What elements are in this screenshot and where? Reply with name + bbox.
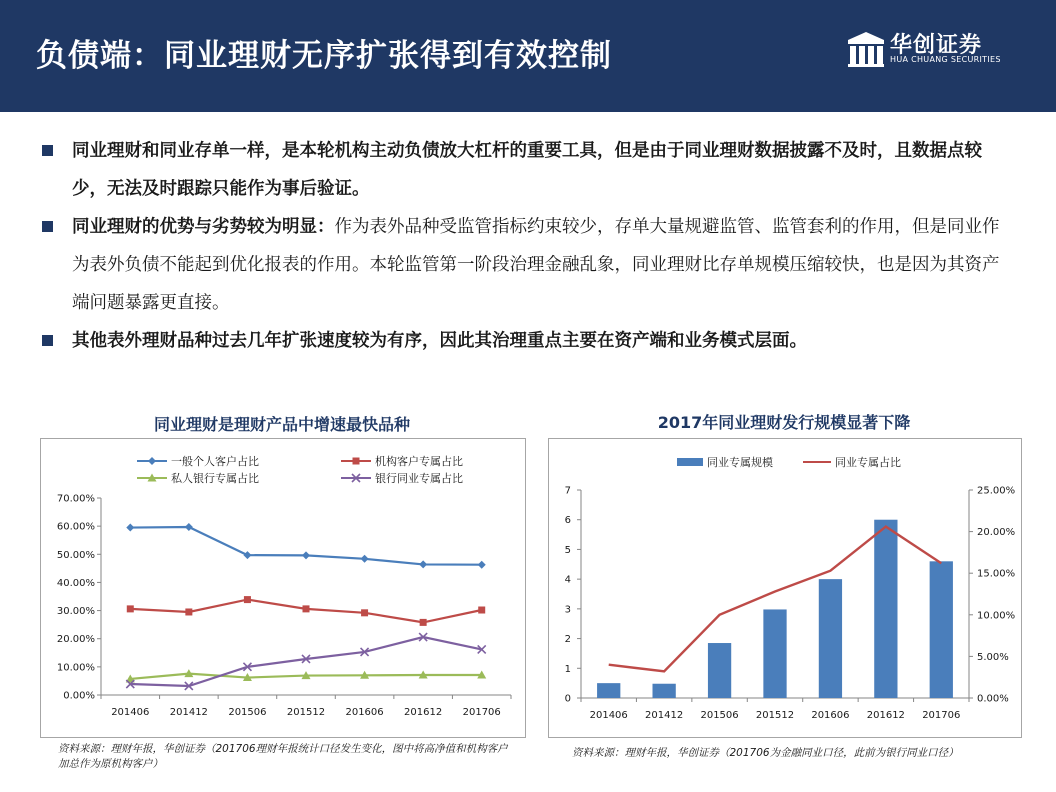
series-4 xyxy=(126,633,485,690)
data-point xyxy=(185,523,193,531)
y-tick-label: 30.00% xyxy=(56,606,95,618)
bullet-item-1 xyxy=(40,132,1016,208)
logo-mark-icon xyxy=(846,28,886,68)
legend-label: 机构客户专属占比 xyxy=(375,455,463,468)
bar xyxy=(763,609,786,698)
left-y-tick-label: 2 xyxy=(564,634,571,646)
right-y-tick-label: 25.00% xyxy=(977,485,1016,497)
data-point xyxy=(126,524,134,532)
legend-entry xyxy=(341,454,463,468)
x-tick-label: 201612 xyxy=(866,710,905,721)
bullet-square-icon xyxy=(42,145,53,156)
legend xyxy=(677,455,901,469)
series-3 xyxy=(126,669,486,682)
right-y-tick-label: 5.00% xyxy=(977,651,1009,663)
data-point xyxy=(478,561,486,569)
right-combo-chart xyxy=(549,439,1021,737)
x-tick-label: 201412 xyxy=(169,707,208,718)
legend-entry xyxy=(341,471,463,485)
right-chart-title: 2017年同业理财发行规模显著下降 xyxy=(657,413,911,432)
data-point xyxy=(185,608,192,615)
data-point xyxy=(243,551,251,559)
y-tick-label: 50.00% xyxy=(56,549,95,561)
bar xyxy=(597,683,620,698)
company-logo xyxy=(846,28,1016,72)
data-point xyxy=(244,596,251,603)
bar xyxy=(874,520,897,698)
data-point xyxy=(420,619,427,626)
legend-entry xyxy=(137,471,259,485)
y-tick-label: 10.00% xyxy=(56,662,95,674)
x-tick-label: 201406 xyxy=(111,707,150,718)
legend-label: 一般个人客户占比 xyxy=(171,455,259,468)
bullet-3-bold: 其他表外理财品种过去几年扩张速度较为有序，因此其治理重点主要在资产端和业务模式层面。 xyxy=(72,331,807,351)
left-chart-title: 同业理财是理财产品中增速最快品种 xyxy=(153,415,410,434)
left-source-note: 资料来源：理财年报，华创证券（201706理财年报统计口径发生变化，图中将高净值和机构客户加总作为原机构客户） xyxy=(58,743,508,770)
left-y-tick-label: 1 xyxy=(564,663,571,675)
right-source-note: 资料来源：理财年报，华创证券（201706为金融同业口径，此前为银行同业口径） xyxy=(572,747,959,759)
data-point xyxy=(361,555,369,563)
logo-chinese-text: 华创证券 xyxy=(890,33,983,58)
legend-label: 私人银行专属占比 xyxy=(171,472,259,485)
x-tick-label: 201512 xyxy=(286,707,326,718)
legend-label: 同业专属规模 xyxy=(707,456,773,469)
legend-marker xyxy=(353,458,360,465)
bar xyxy=(708,643,731,698)
bullet-item-3 xyxy=(40,322,1016,360)
x-tick-label: 201706 xyxy=(922,710,961,721)
data-point xyxy=(303,605,310,612)
series-1 xyxy=(126,523,485,569)
bar xyxy=(653,684,676,698)
logo-english-text: HUA CHUANG SECURITIES xyxy=(890,55,1001,64)
legend-label: 同业专属占比 xyxy=(835,456,901,469)
bullet-square-icon xyxy=(42,221,53,232)
y-tick-label: 40.00% xyxy=(56,577,95,589)
left-y-tick-label: 3 xyxy=(564,604,571,616)
legend-label: 银行同业专属占比 xyxy=(375,472,463,485)
right-y-tick-label: 10.00% xyxy=(977,610,1016,622)
left-chart-panel xyxy=(40,438,526,738)
x-tick-label: 201412 xyxy=(645,710,684,721)
data-point xyxy=(361,609,368,616)
x-tick-label: 201506 xyxy=(228,707,267,718)
x-tick-label: 201606 xyxy=(811,710,850,721)
x-tick-label: 201512 xyxy=(755,710,795,721)
series-2 xyxy=(127,596,485,626)
data-point xyxy=(127,605,134,612)
bar xyxy=(930,561,953,698)
bullet-1-bold: 同业理财和同业存单一样，是本轮机构主动负债放大杠杆的重要工具，但是由于同业理财数据披露不及时，且数据点较少，无法及时跟踪只能作为事后验证。 xyxy=(72,141,982,199)
page-title: 负债端：同业理财无序扩张得到有效控制 xyxy=(36,38,612,74)
data-point xyxy=(302,551,310,559)
x-tick-label: 201606 xyxy=(345,707,384,718)
left-y-tick-label: 6 xyxy=(564,515,571,527)
right-y-tick-label: 20.00% xyxy=(977,527,1016,539)
bullet-list xyxy=(40,132,1016,360)
data-point xyxy=(478,607,485,614)
x-tick-label: 201506 xyxy=(700,710,739,721)
legend-marker xyxy=(148,457,156,465)
bullet-2-bold: 同业理财的优势与劣势较为明显： xyxy=(72,217,335,237)
legend-bar-swatch xyxy=(677,458,703,466)
bullet-square-icon xyxy=(42,335,53,346)
y-tick-label: 0.00% xyxy=(63,690,95,702)
bullet-2-text: 作为表外品种受监管指标约束较少，存单大量规避监管、监管套利的作用，但是同业作为表外负债不能起到优化报表的作用。本轮监管第一阶段治理金融乱象，同业理财比存单规模压缩较快，也是因为其资产端问题暴露更直接。 xyxy=(72,217,1000,313)
x-tick-label: 201406 xyxy=(589,710,628,721)
left-y-tick-label: 4 xyxy=(564,574,571,586)
right-chart-panel xyxy=(548,438,1022,738)
y-tick-label: 60.00% xyxy=(56,521,95,533)
bar-series xyxy=(597,520,953,698)
bullet-item-2 xyxy=(40,208,1016,322)
header-bar xyxy=(0,0,1056,112)
x-tick-label: 201706 xyxy=(462,707,501,718)
y-tick-label: 20.00% xyxy=(56,634,95,646)
right-y-tick-label: 15.00% xyxy=(977,568,1016,580)
x-tick-label: 201612 xyxy=(404,707,443,718)
left-y-tick-label: 0 xyxy=(564,693,571,705)
right-y-tick-label: 0.00% xyxy=(977,693,1009,705)
y-tick-label: 70.00% xyxy=(56,493,95,505)
left-line-chart xyxy=(41,439,525,737)
legend-entry xyxy=(137,454,259,468)
left-y-tick-label: 5 xyxy=(564,544,571,556)
left-y-tick-label: 7 xyxy=(564,485,571,497)
data-point xyxy=(419,560,427,568)
bar xyxy=(819,579,842,698)
